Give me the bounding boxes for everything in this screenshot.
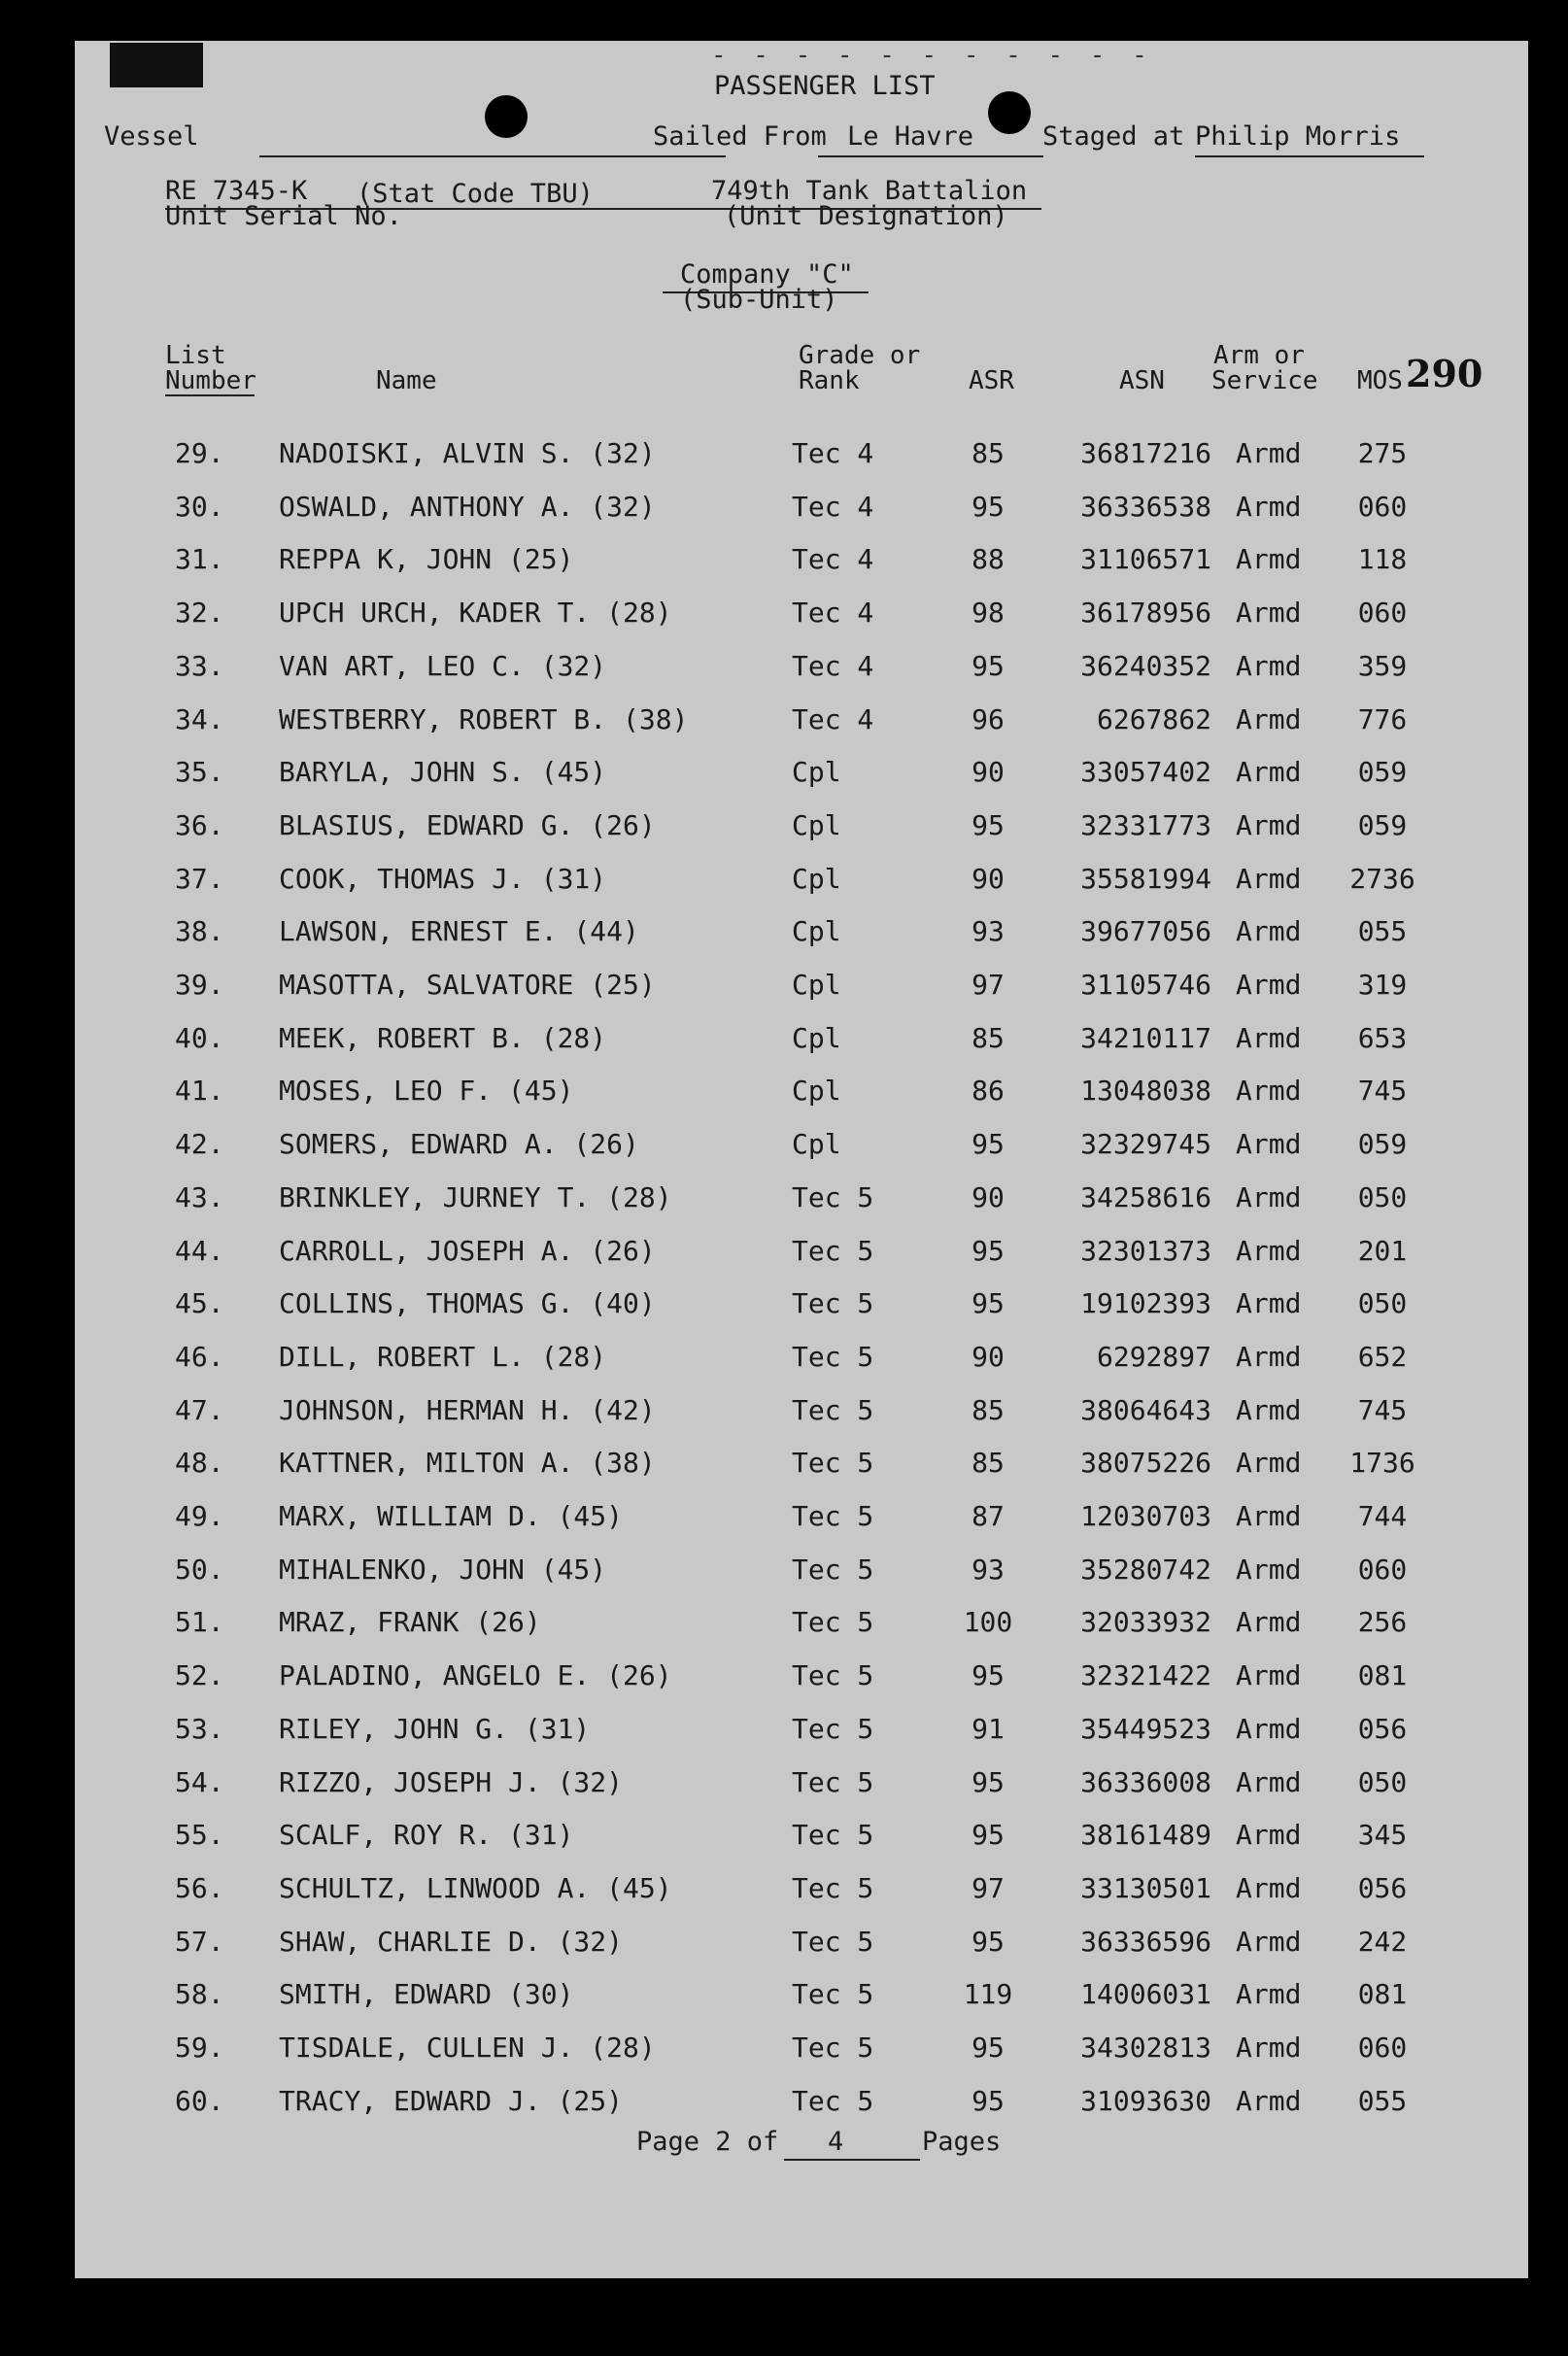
table-row [75, 912, 1528, 951]
asr-score: 95 [971, 1819, 1005, 1852]
staged-at-label: Staged at [1042, 121, 1185, 152]
asn-serial: 19102393 [1080, 1287, 1211, 1320]
mos-code: 745 [1357, 1075, 1408, 1108]
list-number: 52. [175, 1659, 224, 1692]
staged-at-value: Philip Morris [1195, 121, 1401, 152]
passenger-name: MOSES, LEO F. (45) [279, 1075, 574, 1108]
asr-score: 98 [971, 597, 1005, 630]
arm-service: Armd [1236, 2084, 1302, 2117]
asn-serial: 36240352 [1080, 649, 1211, 682]
mos-code: 055 [1357, 915, 1408, 948]
list-number: 37. [175, 862, 224, 895]
list-number: 38. [175, 915, 224, 948]
asn-serial: 32331773 [1080, 808, 1211, 841]
asr-score: 85 [971, 1021, 1005, 1054]
asr-score: 85 [971, 1393, 1005, 1426]
asn-serial: 33057402 [1080, 756, 1211, 789]
table-row [75, 1923, 1528, 1962]
passenger-name: REPPA K, JOHN (25) [279, 543, 574, 576]
asn-serial: 32033932 [1080, 1606, 1211, 1639]
list-number: 60. [175, 2084, 224, 2117]
arm-service: Armd [1236, 969, 1302, 1001]
list-number: 34. [175, 702, 224, 735]
grade-rank: Cpl [792, 915, 841, 948]
col-header-grade: Grade or [799, 341, 921, 370]
grade-rank: Tec 5 [792, 1978, 874, 2011]
list-number: 36. [175, 808, 224, 841]
grade-rank: Tec 5 [792, 1659, 874, 1692]
asr-score: 100 [963, 1606, 1013, 1639]
asn-serial: 36817216 [1080, 437, 1211, 469]
asn-serial: 32321422 [1080, 1659, 1211, 1692]
sailed-from-label: Sailed From [653, 121, 827, 152]
passenger-name: MASOTTA, SALVATORE (25) [279, 969, 656, 1001]
passenger-name: TISDALE, CULLEN J. (28) [279, 2032, 656, 2064]
passenger-name: MRAZ, FRANK (26) [279, 1606, 541, 1639]
arm-service: Armd [1236, 1819, 1302, 1852]
asn-serial: 6292897 [1096, 1340, 1211, 1373]
grade-rank: Tec 5 [792, 1287, 874, 1320]
arm-service: Armd [1236, 649, 1302, 682]
list-number: 35. [175, 756, 224, 789]
document-sheet [75, 41, 1528, 2278]
arm-service: Armd [1236, 2032, 1302, 2064]
arm-service: Armd [1236, 1180, 1302, 1213]
asn-serial: 31106571 [1080, 543, 1211, 576]
table-row [75, 1338, 1528, 1377]
table-row [75, 1497, 1528, 1536]
mos-code: 319 [1357, 969, 1408, 1001]
list-number: 50. [175, 1553, 224, 1586]
staged-at-line [1195, 155, 1424, 157]
grade-rank: Tec 5 [792, 1606, 874, 1639]
passenger-name: MEEK, ROBERT B. (28) [279, 1021, 607, 1054]
asr-score: 95 [971, 649, 1005, 682]
table-row [75, 434, 1528, 473]
asr-score: 90 [971, 756, 1005, 789]
arm-service: Armd [1236, 490, 1302, 523]
mos-code: 275 [1357, 437, 1408, 469]
asn-serial: 35581994 [1080, 862, 1211, 895]
arm-service: Armd [1236, 1075, 1302, 1108]
list-number: 47. [175, 1393, 224, 1426]
list-number: 41. [175, 1075, 224, 1108]
col-header-asn: ASN [1119, 366, 1165, 395]
list-number: 44. [175, 1234, 224, 1267]
asr-score: 85 [971, 437, 1005, 469]
arm-service: Armd [1236, 543, 1302, 576]
table-row [75, 1551, 1528, 1589]
table-row [75, 700, 1528, 739]
mos-code: 256 [1357, 1606, 1408, 1639]
arm-service: Armd [1236, 1393, 1302, 1426]
sailed-from-line [818, 155, 1043, 157]
asr-score: 95 [971, 808, 1005, 841]
passenger-name: BRINKLEY, JURNEY T. (28) [279, 1180, 672, 1213]
passenger-name: MARX, WILLIAM D. (45) [279, 1500, 624, 1532]
mos-code: 242 [1357, 1925, 1408, 1958]
table-row [75, 860, 1528, 899]
passenger-name: DILL, ROBERT L. (28) [279, 1340, 607, 1373]
asn-serial: 13048038 [1080, 1075, 1211, 1108]
table-row [75, 1869, 1528, 1908]
asn-serial: 34302813 [1080, 2032, 1211, 2064]
list-number: 30. [175, 490, 224, 523]
grade-rank: Tec 5 [792, 1340, 874, 1373]
mos-code: 653 [1357, 1021, 1408, 1054]
arm-service: Armd [1236, 1447, 1302, 1480]
unit-designation-label: (Unit Designation) [724, 201, 1008, 231]
asn-serial: 6267862 [1096, 702, 1211, 735]
footer-pages-label: Pages [922, 2127, 1002, 2157]
sub-unit-value: Company "C" [680, 259, 854, 290]
grade-rank: Cpl [792, 969, 841, 1001]
grade-rank: Tec 5 [792, 2032, 874, 2064]
grade-rank: Tec 5 [792, 1819, 874, 1852]
asn-serial: 38161489 [1080, 1819, 1211, 1852]
asr-score: 95 [971, 1128, 1005, 1161]
table-row [75, 1656, 1528, 1695]
col-header-number: Number [165, 366, 256, 395]
asr-score: 95 [971, 2032, 1005, 2064]
list-number: 29. [175, 437, 224, 469]
table-row [75, 1603, 1528, 1642]
mos-code: 745 [1357, 1393, 1408, 1426]
asn-serial: 39677056 [1080, 915, 1211, 948]
table-row [75, 1072, 1528, 1110]
sailed-from-value: Le Havre [847, 121, 974, 152]
table-row [75, 540, 1528, 579]
list-number: 48. [175, 1447, 224, 1480]
arm-service: Armd [1236, 1500, 1302, 1532]
table-row [75, 1816, 1528, 1855]
grade-rank: Tec 5 [792, 1180, 874, 1213]
mos-code: 059 [1357, 808, 1408, 841]
asr-score: 86 [971, 1075, 1005, 1108]
table-row [75, 1284, 1528, 1323]
vessel-line [259, 155, 726, 157]
top-dash-rule: - - - - - - - - - - - [711, 41, 1153, 70]
arm-service: Armd [1236, 808, 1302, 841]
asr-score: 97 [971, 1871, 1005, 1904]
table-row [75, 1232, 1528, 1271]
list-number: 46. [175, 1340, 224, 1373]
passenger-name: SHAW, CHARLIE D. (32) [279, 1925, 624, 1958]
passenger-name: PALADINO, ANGELO E. (26) [279, 1659, 672, 1692]
col-header-service: Service [1211, 366, 1318, 395]
handwritten-page-number: 290 [1406, 352, 1483, 395]
table-row [75, 2029, 1528, 2067]
mos-code: 359 [1357, 649, 1408, 682]
list-number: 45. [175, 1287, 224, 1320]
grade-rank: Tec 4 [792, 543, 874, 576]
passenger-name: VAN ART, LEO C. (32) [279, 649, 607, 682]
unit-designation-value: 749th Tank Battalion [711, 176, 1028, 206]
arm-service: Armd [1236, 756, 1302, 789]
grade-rank: Cpl [792, 862, 841, 895]
asr-score: 85 [971, 1447, 1005, 1480]
passenger-name: SOMERS, EDWARD A. (26) [279, 1128, 639, 1161]
mos-code: 056 [1357, 1712, 1408, 1745]
mos-code: 081 [1357, 1659, 1408, 1692]
asn-serial: 36178956 [1080, 597, 1211, 630]
grade-rank: Tec 4 [792, 490, 874, 523]
mos-code: 056 [1357, 1871, 1408, 1904]
asn-serial: 34210117 [1080, 1021, 1211, 1054]
asn-serial: 35449523 [1080, 1712, 1211, 1745]
asr-score: 90 [971, 1340, 1005, 1373]
arm-service: Armd [1236, 1925, 1302, 1958]
mos-code: 050 [1357, 1180, 1408, 1213]
asn-serial: 36336596 [1080, 1925, 1211, 1958]
passenger-name: BARYLA, JOHN S. (45) [279, 756, 607, 789]
passenger-name: WESTBERRY, ROBERT B. (38) [279, 702, 689, 735]
redaction-block [110, 43, 203, 87]
asr-score: 95 [971, 1659, 1005, 1692]
grade-rank: Tec 4 [792, 597, 874, 630]
passenger-name: MIHALENKO, JOHN (45) [279, 1553, 607, 1586]
col-header-asr: ASR [969, 366, 1014, 395]
grade-rank: Cpl [792, 808, 841, 841]
asr-score: 119 [963, 1978, 1013, 2011]
passenger-name: OSWALD, ANTHONY A. (32) [279, 490, 656, 523]
vessel-label: Vessel [104, 121, 199, 152]
arm-service: Armd [1236, 1128, 1302, 1161]
col-header-mos: MOS [1357, 366, 1403, 395]
mos-code: 060 [1357, 597, 1408, 630]
passenger-name: SMITH, EDWARD (30) [279, 1978, 574, 2011]
arm-service: Armd [1236, 1340, 1302, 1373]
asn-serial: 32301373 [1080, 1234, 1211, 1267]
grade-rank: Tec 5 [792, 1234, 874, 1267]
asr-score: 95 [971, 1234, 1005, 1267]
table-row [75, 1391, 1528, 1430]
passenger-name: RIZZO, JOSEPH J. (32) [279, 1765, 624, 1798]
grade-rank: Cpl [792, 756, 841, 789]
arm-service: Armd [1236, 597, 1302, 630]
asn-serial: 12030703 [1080, 1500, 1211, 1532]
asr-score: 88 [971, 543, 1005, 576]
asr-score: 93 [971, 1553, 1005, 1586]
passenger-name: SCHULTZ, LINWOOD A. (45) [279, 1871, 672, 1904]
asr-score: 87 [971, 1500, 1005, 1532]
mos-code: 081 [1357, 1978, 1408, 2011]
table-row [75, 2082, 1528, 2121]
grade-rank: Tec 5 [792, 1765, 874, 1798]
mos-code: 059 [1357, 756, 1408, 789]
asn-serial: 36336538 [1080, 490, 1211, 523]
list-number: 39. [175, 969, 224, 1001]
mos-code: 050 [1357, 1287, 1408, 1320]
mos-code: 652 [1357, 1340, 1408, 1373]
list-number: 40. [175, 1021, 224, 1054]
list-number: 55. [175, 1819, 224, 1852]
passenger-name: RILEY, JOHN G. (31) [279, 1712, 591, 1745]
asn-serial: 31105746 [1080, 969, 1211, 1001]
asn-serial: 14006031 [1080, 1978, 1211, 2011]
arm-service: Armd [1236, 1765, 1302, 1798]
list-number: 42. [175, 1128, 224, 1161]
grade-rank: Cpl [792, 1021, 841, 1054]
asr-score: 95 [971, 1925, 1005, 1958]
passenger-name: JOHNSON, HERMAN H. (42) [279, 1393, 656, 1426]
document-title: PASSENGER LIST [714, 71, 936, 101]
mos-code: 776 [1357, 702, 1408, 735]
asn-serial: 38064643 [1080, 1393, 1211, 1426]
punch-hole-right [988, 91, 1031, 134]
stat-code: (Stat Code TBU) [357, 179, 594, 209]
table-row [75, 1710, 1528, 1749]
list-number: 49. [175, 1500, 224, 1532]
grade-rank: Tec 5 [792, 1393, 874, 1426]
list-number: 51. [175, 1606, 224, 1639]
list-number: 43. [175, 1180, 224, 1213]
mos-code: 1736 [1349, 1447, 1415, 1480]
arm-service: Armd [1236, 1553, 1302, 1586]
mos-code: 050 [1357, 1765, 1408, 1798]
passenger-name: KATTNER, MILTON A. (38) [279, 1447, 656, 1480]
arm-service: Armd [1236, 1978, 1302, 2011]
passenger-name: BLASIUS, EDWARD G. (26) [279, 808, 656, 841]
asn-serial: 31093630 [1080, 2084, 1211, 2117]
passenger-name: SCALF, ROY R. (31) [279, 1819, 574, 1852]
asr-score: 95 [971, 2084, 1005, 2117]
table-row [75, 488, 1528, 527]
list-number: 58. [175, 1978, 224, 2011]
col-header-list: List [165, 341, 226, 370]
arm-service: Armd [1236, 702, 1302, 735]
asr-score: 95 [971, 1287, 1005, 1320]
table-row [75, 594, 1528, 632]
passenger-name: LAWSON, ERNEST E. (44) [279, 915, 639, 948]
table-row [75, 1019, 1528, 1058]
grade-rank: Tec 5 [792, 1553, 874, 1586]
arm-service: Armd [1236, 437, 1302, 469]
grade-rank: Cpl [792, 1128, 841, 1161]
mos-code: 060 [1357, 2032, 1408, 2064]
grade-rank: Tec 4 [792, 437, 874, 469]
mos-code: 060 [1357, 490, 1408, 523]
list-number: 57. [175, 1925, 224, 1958]
list-number: 53. [175, 1712, 224, 1745]
arm-service: Armd [1236, 1712, 1302, 1745]
arm-service: Armd [1236, 1234, 1302, 1267]
table-row [75, 806, 1528, 845]
table-row [75, 1125, 1528, 1164]
col-header-number-underline [165, 394, 255, 396]
mos-code: 055 [1357, 2084, 1408, 2117]
list-number: 56. [175, 1871, 224, 1904]
list-number: 33. [175, 649, 224, 682]
table-row [75, 1178, 1528, 1217]
arm-service: Armd [1236, 1871, 1302, 1904]
arm-service: Armd [1236, 915, 1302, 948]
passenger-name: CARROLL, JOSEPH A. (26) [279, 1234, 656, 1267]
asr-score: 90 [971, 1180, 1005, 1213]
grade-rank: Tec 5 [792, 1500, 874, 1532]
col-header-arm: Arm or [1213, 341, 1305, 370]
grade-rank: Tec 5 [792, 2084, 874, 2117]
mos-code: 744 [1357, 1500, 1408, 1532]
table-row [75, 966, 1528, 1005]
mos-code: 118 [1357, 543, 1408, 576]
list-number: 31. [175, 543, 224, 576]
table-row [75, 1975, 1528, 2014]
footer-total-line [784, 2159, 920, 2161]
asn-serial: 34258616 [1080, 1180, 1211, 1213]
grade-rank: Tec 5 [792, 1712, 874, 1745]
passenger-name: COOK, THOMAS J. (31) [279, 862, 607, 895]
col-header-name: Name [376, 366, 437, 395]
asr-score: 95 [971, 490, 1005, 523]
mos-code: 345 [1357, 1819, 1408, 1852]
asn-serial: 38075226 [1080, 1447, 1211, 1480]
table-row [75, 1763, 1528, 1802]
passenger-name: COLLINS, THOMAS G. (40) [279, 1287, 656, 1320]
asr-score: 96 [971, 702, 1005, 735]
arm-service: Armd [1236, 862, 1302, 895]
unit-serial-label: Unit Serial No. [165, 201, 402, 231]
passenger-name: TRACY, EDWARD J. (25) [279, 2084, 624, 2117]
punch-hole-left [485, 95, 528, 138]
arm-service: Armd [1236, 1287, 1302, 1320]
asn-serial: 35280742 [1080, 1553, 1211, 1586]
grade-rank: Tec 4 [792, 702, 874, 735]
unit-serial-value: RE 7345-K [165, 176, 308, 206]
table-row [75, 1444, 1528, 1483]
arm-service: Armd [1236, 1606, 1302, 1639]
mos-code: 060 [1357, 1553, 1408, 1586]
asr-score: 90 [971, 862, 1005, 895]
mos-code: 201 [1357, 1234, 1408, 1267]
mos-code: 059 [1357, 1128, 1408, 1161]
table-row [75, 647, 1528, 686]
list-number: 59. [175, 2032, 224, 2064]
asn-serial: 33130501 [1080, 1871, 1211, 1904]
asn-serial: 36336008 [1080, 1765, 1211, 1798]
list-number: 54. [175, 1765, 224, 1798]
passenger-name: UPCH URCH, KADER T. (28) [279, 597, 672, 630]
list-number: 32. [175, 597, 224, 630]
asr-score: 97 [971, 969, 1005, 1001]
sub-unit-label: (Sub-Unit) [680, 285, 838, 315]
footer-page-label: Page 2 of [636, 2127, 779, 2157]
mos-code: 2736 [1349, 862, 1415, 895]
grade-rank: Tec 5 [792, 1925, 874, 1958]
grade-rank: Tec 5 [792, 1871, 874, 1904]
footer-total-pages: 4 [828, 2127, 844, 2157]
asn-serial: 32329745 [1080, 1128, 1211, 1161]
asr-score: 95 [971, 1765, 1005, 1798]
passenger-name: NADOISKI, ALVIN S. (32) [279, 437, 656, 469]
asr-score: 93 [971, 915, 1005, 948]
col-header-rank: Rank [799, 366, 860, 395]
asr-score: 91 [971, 1712, 1005, 1745]
arm-service: Armd [1236, 1021, 1302, 1054]
arm-service: Armd [1236, 1659, 1302, 1692]
table-row [75, 753, 1528, 792]
grade-rank: Cpl [792, 1075, 841, 1108]
grade-rank: Tec 5 [792, 1447, 874, 1480]
grade-rank: Tec 4 [792, 649, 874, 682]
